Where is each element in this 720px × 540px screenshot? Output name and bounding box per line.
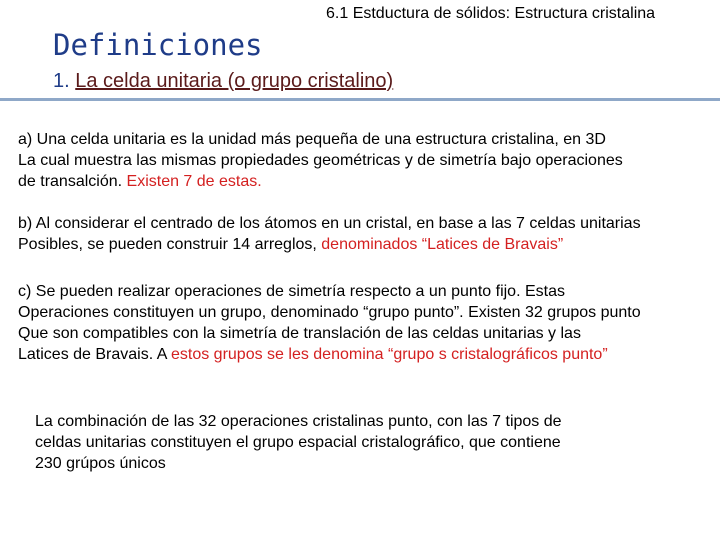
paragraph-b-line-2: Posibles, se pueden construir 14 arreglos, [18, 236, 322, 253]
subtitle [53, 70, 393, 93]
divider [0, 98, 720, 101]
paragraph-a-line-1: a) Una celda unitaria es la unidad más pequeña de una estructura cristalina, en 3D [18, 131, 606, 148]
paragraph-c [18, 281, 718, 365]
paragraph-b-line-1: b) Al considerar el centrado de los átomos en un cristal, en base a las 7 celdas unitarias [18, 215, 641, 232]
summary-note [35, 411, 655, 474]
paragraph-c-line-2: Operaciones constituyen un grupo, denominado “grupo punto”. Existen 32 grupos punto [18, 304, 641, 321]
paragraph-c-line-4: Latices de Bravais. A [18, 346, 171, 363]
subtitle-number: 1. [53, 70, 76, 92]
paragraph-a-line-3: de transalción. [18, 173, 127, 190]
summary-note-line-3: 230 grúpos únicos [35, 455, 166, 472]
paragraph-c-line-3: Que son compatibles con la simetría de translación de las celdas unitarias y las [18, 325, 581, 342]
paragraph-a-line-2: La cual muestra las mismas propiedades geométricas y de simetría bajo operaciones [18, 152, 623, 169]
paragraph-c-highlight: estos grupos se les denomina “grupo s cristalográficos punto” [170, 346, 608, 363]
paragraph-c-line-1: c) Se pueden realizar operaciones de simetría respecto a un punto fijo. Estas [18, 283, 565, 300]
paragraph-b-highlight: denominados “Latices de Bravais” [321, 236, 564, 253]
section-heading: 6.1 Estductura de sólidos: Estructura cristalina [326, 5, 656, 22]
paragraph-a-highlight: Existen 7 de estas. [126, 173, 262, 190]
page-title: Definiciones [53, 28, 263, 62]
subtitle-topic: La celda unitaria (o grupo cristalino) [75, 70, 394, 92]
paragraph-b [18, 213, 718, 255]
paragraph-a [18, 129, 718, 192]
summary-note-line-2: celdas unitarias constituyen el grupo espacial cristalográfico, que contiene [35, 434, 561, 451]
summary-note-line-1: La combinación de las 32 operaciones cristalinas punto, con las 7 tipos de [35, 413, 562, 430]
